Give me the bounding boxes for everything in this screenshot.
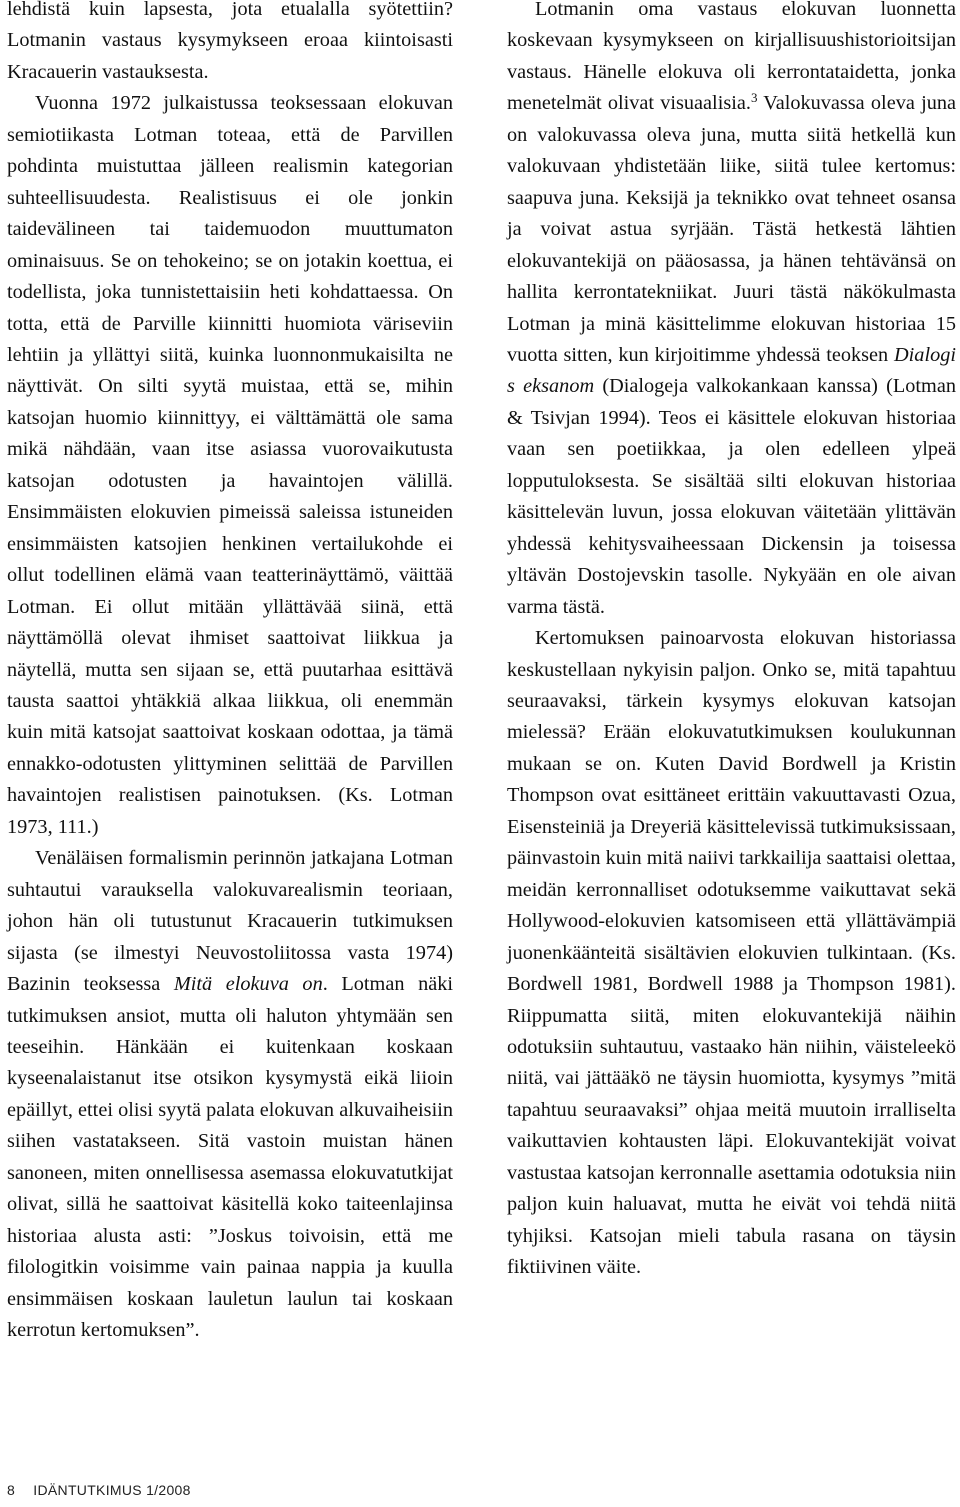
book-title: Mitä elokuva on [173, 973, 323, 996]
right-text-column [507, 0, 956, 1284]
journal-name: IDÄNTUTKIMUS 1/2008 [33, 1482, 191, 1498]
book-title: Dialogi s eksanom [507, 343, 956, 398]
paragraph [7, 843, 453, 1346]
paragraph: lehdistä kuin lapsesta, jota etualalla syötettiin? Lotmanin vastaus kysymykseen eroaa kiintoisasti Kracauerin vastauksesta. [7, 0, 453, 83]
paragraph: Kertomuksen painoarvosta elokuvan historiassa keskustellaan nykyisin paljon. Onko se, mitä tapahtuu seuraavaksi, tärkein kysymys elokuvan katsojan mielessä? Erään elokuvatutkimuksen koulukunnan mukaan se on. Kuten David Bordwell ja Kristin Thompson ovat esittäneet erittäin vakuuttavasti Ozua, Eisensteiniä ja Dreyeriä käsittelevissä tutkimuksissaan, päinvastoin kuin mitä naiivi tarkkailija saattaisi olettaa, meidän kerronnalliset odotuksemme vaikuttavat sekä Hollywood-elokuvien katsomiseen että yllättävämpiä juonenkäänteitä sisältävien elokuvien tulkintaan. (Ks. Bordwell 1981, Bordwell 1988 ja Thompson 1981). Riippumatta siitä, miten elokuvantekijä näihin odotuksiin suhtautuu, vastaako hän niihin, väisteleekö niitä, vai jättääkö ne täysin huomiotta, kysymys ”mitä tapahtuu seuraavaksi” ohjaa meitä muutoin irralliselta vaikuttavien kohtausten läpi. Elokuvantekijät voivat vastustaa katsojan kerronnalle asettamia odotuksia niin paljon kuin haluavat, mutta he eivät voi tehdä niitä tyhjiksi. Katsojan mieli tabula rasana on täysin fiktiivinen väite. [507, 627, 956, 1279]
text-run: Venäläisen formalismin perinnön jatkajana Lotman suhtautui varauksella valokuvarealismin teoriaan, johon hän oli tutustunut Kracauerin tutkimuksen sijasta (se ilmestyi Neuvostoliitossa vasta 1974) Bazinin teoksessa [7, 847, 453, 996]
page-number: 8 [7, 1482, 16, 1498]
text-run: Valokuvassa oleva juna on valokuvassa oleva juna, mutta siitä hetkellä kun valokuvaan yhdistetään liike, siitä tulee kertomus: saapuva juna. Keksijä ja teknikko ovat tehneet osansa ja voivat astua syrjään. Tästä hetkestä lähtien elokuvantekijä on pääosassa, ja hänen tehtävänsä on hallita kerrontatekniikat. Juuri tästä näkökulmasta Lotman ja minä käsittelimme elokuvan historiaa 15 vuotta sitten, kun kirjoitimme yhdessä teoksen [507, 92, 956, 366]
text-run: . Lotman näki tutkimuksen ansiot, mutta oli haluton yhtymään sen teeseihin. Hänkään ei kuitenkaan koskaan kyseenalaistanut itse otsikon kysymystä eikä liioin epäillyt, ettei olisi syytä palata elokuvan alkuvaiheisiin siihen vastatakseen. Sitä vastoin muistan hänen sanoneen, miten onnellisessa asemassa elokuvatutkijat olivat, sillä he saattoivat käsitellä koko taiteenlajinsa historiaa alusta asti: ”Joskus toivoisin, että me filologitkin voisimme vain painaa nappia ja kuulla ensimmäisen koskaan lauletun laulun tai koskaan kerrotun kertomuksen”. [7, 973, 453, 1342]
text-run: Lotmanin oma vastaus elokuvan luonnetta koskevaan kysymykseen on kirjallisuushistorioitsijan vastaus. Hänelle elokuva oli kerrontataidetta, jonka menetelmät olivat visuaalisia. [507, 0, 956, 115]
left-text-column [7, 0, 453, 1346]
text-run: (Dialogeja valkokankaan kanssa) (Lotman & Tsivjan 1994). Teos ei käsittele elokuvan historiaa vaan sen poetiikkaa, ja olen edelleen ylpeä lopputuloksesta. Se sisältää silti elokuvan historiaa käsittelevän luvun, jossa elokuvan väitetään ylittävän yhdessä kehitysvaiheessaan Dickensin ja toisessa yltävän Dostojevskin tasolle. Nykyään en ole aivan varma tästä. [507, 375, 956, 618]
paragraph: Vuonna 1972 julkaistussa teoksessaan elokuvan semiotiikasta Lotman toteaa, että de Parvillen pohdinta muistuttaa jälleen realismin kategorian suhteellisuudesta. Realistisuus ei ole jonkin taidevälineen tai taidemuodon muuttumaton ominaisuus. Se on tehokeino; se on jotakin koettua, ei todellista, joka tunnistettaisiin heti kohdattaessa. On totta, että de Parville kiinnitti huomiota väriseviin lehtiin ja yllättyi siitä, kuinka luonnonmukaisilta ne näyttivät. On silti syytä muistaa, että se, mihin katsojan huomio kiinnittyy, ei välttämättä ole sama mikä nähdään, vaan itse asiassa vuorovaikutusta katsojan odotusten ja havaintojen välillä. Ensimmäisten elokuvien pimeissä saleissa istuneiden ensimmäisten katsojien henkinen vertailukohde ei ollut todellinen elämä vaan teatterinäyttämö, väittää Lotman. Ei ollut mitään yllättävää siinä, että näyttämöllä olevat ihmiset saattoivat liikkua ja näytellä, mutta sen sijaan se, että puutarhaa esittävä tausta saattoi yhtäkkiä alkaa liikkua, oli enemmän kuin mitä katsojat saattoivat koskaan odottaa, ja tämä ennakko-odotusten ylittyminen selittää de Parvillen havaintojen realistisen painotuksen. (Ks. Lotman 1973, 111.) [7, 92, 453, 838]
footnote-marker: 3 [750, 90, 758, 106]
page-footer [7, 1482, 191, 1498]
paragraph [507, 0, 956, 623]
